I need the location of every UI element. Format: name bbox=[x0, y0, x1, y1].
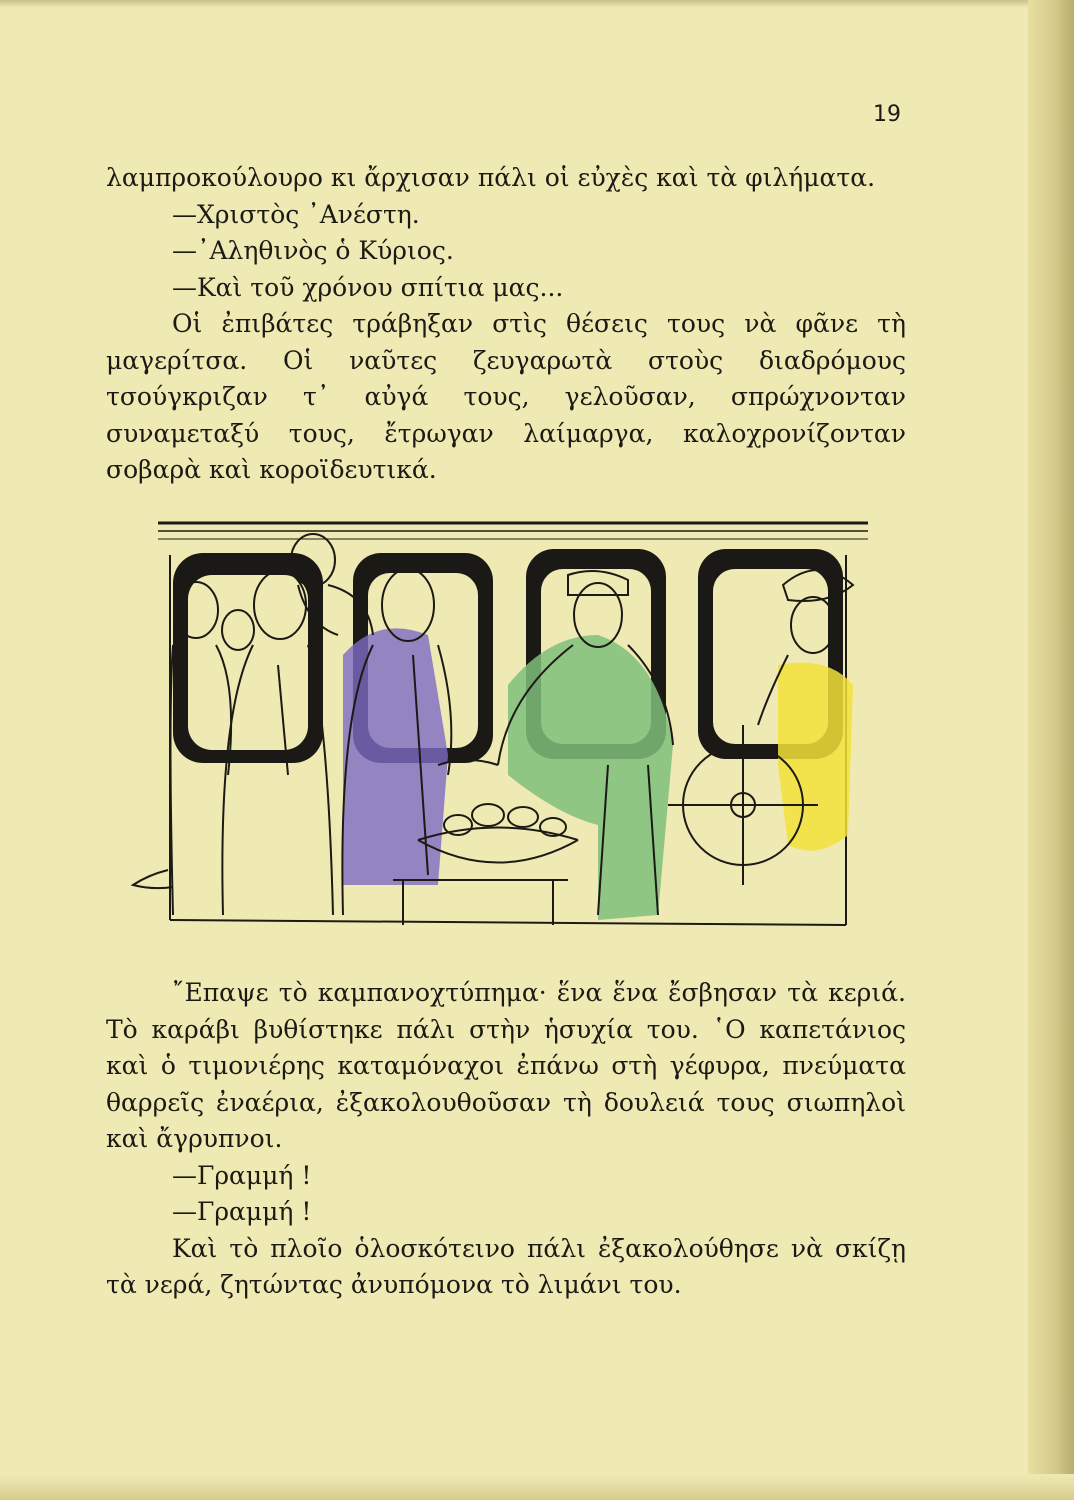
top-text-block bbox=[106, 160, 906, 489]
text-line: λαμπροκούλουρο κι ἄρχισαν πάλι οἱ εὐχὲς καὶ τὰ φιλήματα. bbox=[106, 163, 876, 192]
dialog-line: —Γραμμή ! bbox=[172, 1160, 312, 1190]
bottom-text-block bbox=[106, 975, 906, 1304]
dialog-line: —Χριστὸς ᾿Ανέστη. bbox=[172, 199, 420, 229]
dialog-line: —Γραμμή ! bbox=[172, 1197, 312, 1226]
paragraph: Καὶ τὸ πλοῖο ὁλοσκότεινο πάλι ἐξακολούθησε νὰ σκίζῃ τὰ νερά, ζητώντας ἀνυπόμονα τὸ λιμάνι του. bbox=[106, 1233, 906, 1299]
paragraph: Οἱ ἐπιβάτες τράβηξαν στὶς θέσεις τους νὰ φᾶνε τὴ μαγερίτσα. Οἱ ναῦτες ζευγαρωτὰ στοὺς διαδρόμους τσούγκριζαν τ᾿ αὐγά τους, γελοῦσαν, σπρώχνονταν συναμεταξύ τους, ἔτρωγαν λαίμαργα, καλοχρονίζονταν σοβαρὰ καὶ κοροϊδευτικά. bbox=[106, 309, 906, 484]
dialog-line: —Καὶ τοῦ χρόνου σπίτια μας... bbox=[172, 272, 564, 302]
dialog-line: —᾿Αληθινὸς ὁ Κύριος. bbox=[172, 236, 454, 265]
page-top-edge bbox=[0, 0, 1074, 8]
paragraph: ῎Επαψε τὸ καμπανοχτύπημα· ἕνα ἕνα ἔσβησαν τὰ κεριά. Τὸ καράβι βυθίστηκε πάλι στὴν ἡσυχία του. ῾Ο καπετάνιος καὶ ὁ τιμονιέρης καταμόναχοι ἐπάνω στὴ γέφυρα, πνεύματα θαρρεῖς ἐναέρια, ἐξακολουθοῦσαν τὴ δουλειά τους σιωπηλοὶ καὶ ἄγρυπνοι. bbox=[106, 978, 906, 1153]
page-number: 19 bbox=[873, 102, 901, 127]
page-binding-edge bbox=[1028, 0, 1074, 1500]
ship-deck-illustration bbox=[128, 515, 878, 935]
page-bottom-edge bbox=[0, 1474, 1074, 1500]
